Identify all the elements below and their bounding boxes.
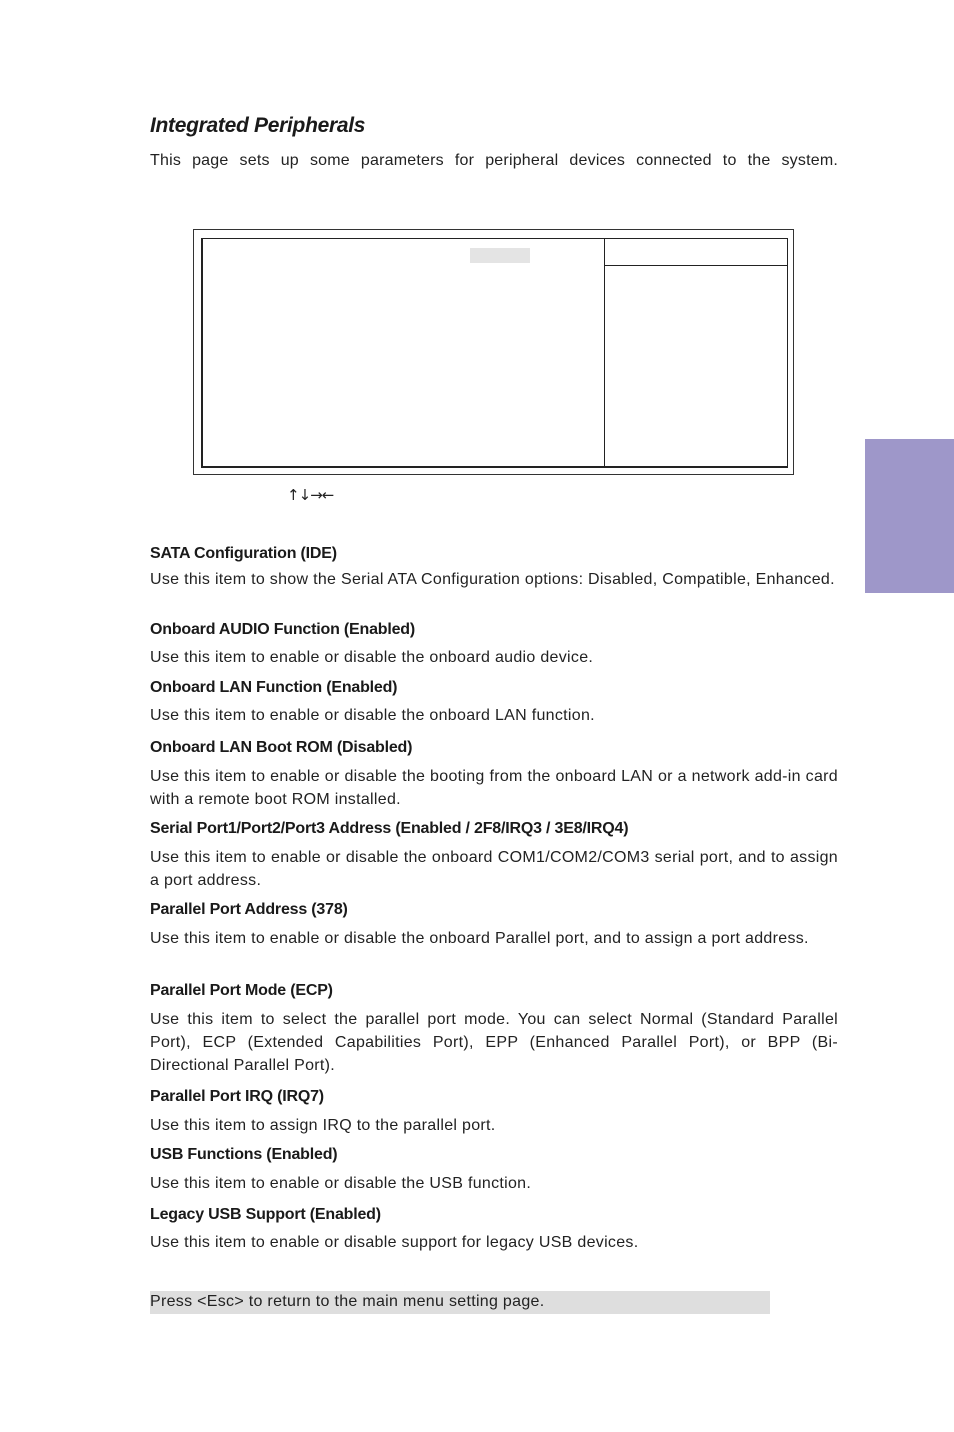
intro-paragraph: This page sets up some parameters for peripheral devices connected to the system.	[150, 152, 838, 169]
item-description-sata-configuration: Use this item to show the Serial ATA Configuration options: Disabled, Compatible, Enhanced.	[150, 571, 835, 588]
item-heading-onboard-lan: Onboard LAN Function (Enabled)	[150, 679, 398, 696]
item-description-parallel-port-mode: Use this item to select the parallel port mode. You can select Normal (Standard Parallel Port), ECP (Extended Capabilities Port), EPP (Enhanced Parallel Port), or BPP (Bi-Directional Parallel Port).	[150, 1011, 838, 1074]
item-heading-parallel-port-irq: Parallel Port IRQ (IRQ7)	[150, 1088, 324, 1105]
item-description-usb-functions: Use this item to enable or disable the USB function.	[150, 1175, 532, 1192]
item-heading-serial-port-address: Serial Port1/Port2/Port3 Address (Enabled / 2F8/IRQ3 / 3E8/IRQ4)	[150, 820, 629, 837]
item-description-legacy-usb-support: Use this item to enable or disable support for legacy USB devices.	[150, 1234, 639, 1251]
chapter-side-tab	[865, 439, 954, 593]
item-heading-parallel-port-mode: Parallel Port Mode (ECP)	[150, 982, 333, 999]
item-heading-onboard-audio: Onboard AUDIO Function (Enabled)	[150, 621, 415, 638]
item-heading-lan-boot-rom: Onboard LAN Boot ROM (Disabled)	[150, 739, 413, 756]
page-title: Integrated Peripherals	[150, 114, 366, 137]
bios-selected-value	[470, 248, 530, 263]
item-description-onboard-lan: Use this item to enable or disable the onboard LAN function.	[150, 707, 595, 724]
item-heading-usb-functions: USB Functions (Enabled)	[150, 1146, 338, 1163]
item-description-serial-port-address: Use this item to enable or disable the onboard COM1/COM2/COM3 serial port, and to assign a port address.	[150, 849, 838, 889]
item-description-parallel-port-irq: Use this item to assign IRQ to the parallel port.	[150, 1117, 496, 1134]
footer-note: Press <Esc> to return to the main menu setting page.	[150, 1293, 545, 1310]
item-heading-parallel-port-address: Parallel Port Address (378)	[150, 901, 348, 918]
item-description-lan-boot-rom: Use this item to enable or disable the booting from the onboard LAN or a network add-in card with a remote boot ROM installed.	[150, 768, 838, 808]
nav-arrows-icon: ↑↓→←	[287, 486, 334, 504]
item-heading-legacy-usb-support: Legacy USB Support (Enabled)	[150, 1206, 381, 1223]
bios-help-divider	[604, 238, 605, 467]
bios-help-header-line	[605, 265, 787, 266]
item-description-onboard-audio: Use this item to enable or disable the onboard audio device.	[150, 649, 594, 666]
bios-screen-panel	[201, 238, 788, 468]
item-heading-sata-configuration: SATA Configuration (IDE)	[150, 545, 337, 562]
item-description-parallel-port-address: Use this item to enable or disable the onboard Parallel port, and to assign a port address.	[150, 930, 809, 947]
